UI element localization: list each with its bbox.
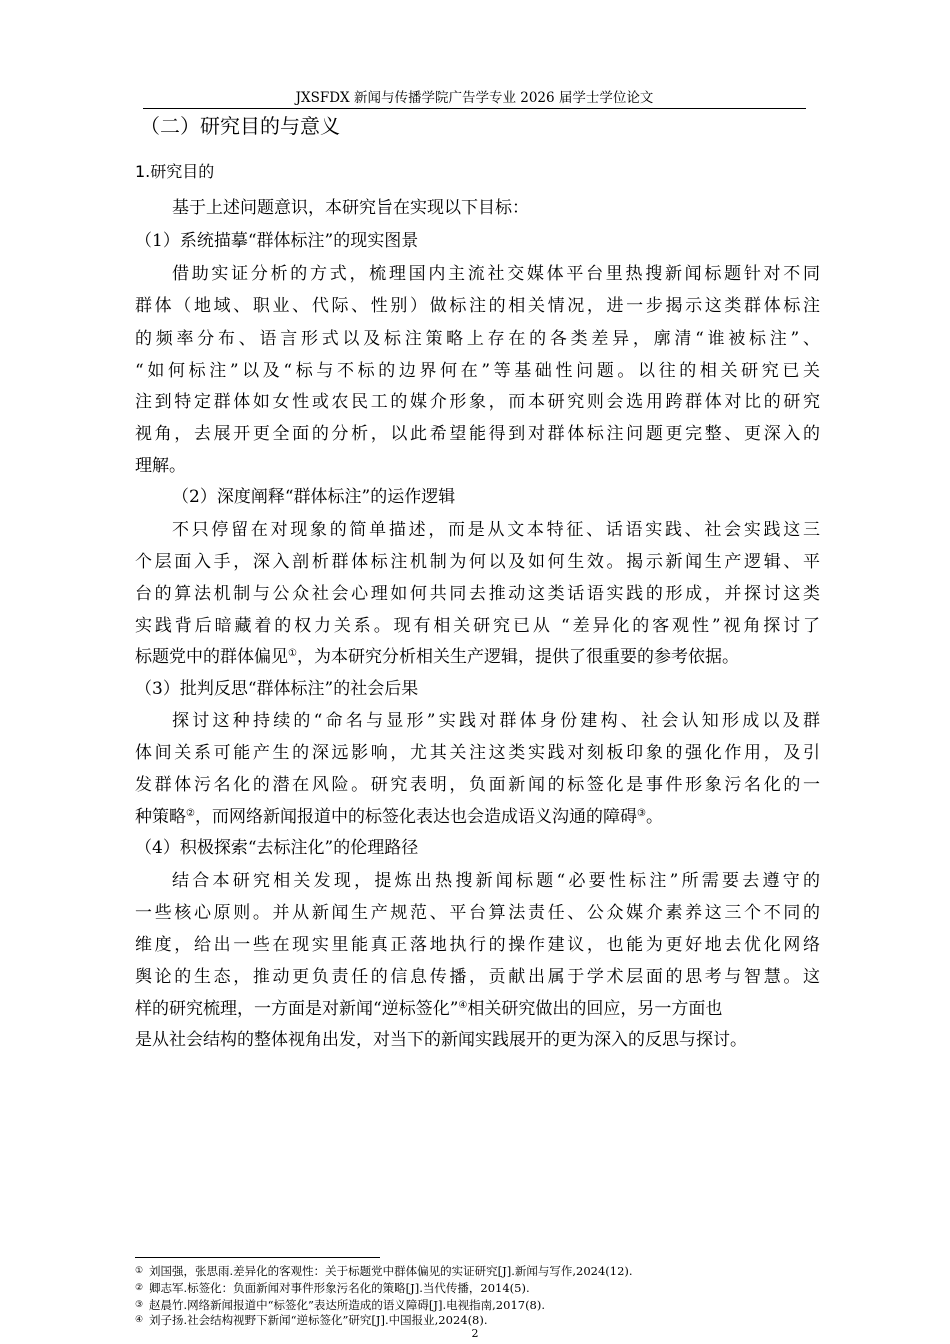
section-title: （二）研究目的与意义 — [140, 114, 340, 138]
paragraph-line: 不只停留在对现象的简单描述，而是从文本特征、话语实践、社会实践这三 — [172, 520, 820, 540]
paragraph-line: 结合本研究相关发现，提炼出热搜新闻标题“必要性标注”所需要去遵守的 — [172, 871, 820, 891]
goal-2-heading: （2）深度阐释“群体标注”的运作逻辑 — [172, 487, 456, 507]
paragraph-line: 的频率分布、语言形式以及标注策略上存在的各类差异，廓清“谁被标注”、 — [135, 329, 820, 349]
footnote-text: 刘子扬.社会结构视野下新闻“逆标签化”研究[J].中国报业,2024(8). — [149, 1313, 488, 1327]
footnote-mark: ② — [135, 1283, 144, 1293]
footnote-text: 赵晨竹.网络新闻报道中“标签化”表达所造成的语义障碍[J].电视指南,2017(8). — [149, 1298, 546, 1312]
footnote-1 — [135, 1264, 633, 1278]
footnote-mark: ④ — [135, 1315, 144, 1325]
paragraph-line — [135, 805, 663, 829]
paragraph-line: “如何标注”以及“标与不标的边界何在”等基础性问题。以往的相关研究已关 — [135, 361, 820, 381]
footnote-3 — [135, 1298, 545, 1312]
paragraph-line: 视角，去展开更全面的分析，以此希望能得到对群体标注问题更完整、更深入的 — [135, 424, 820, 444]
goal-3-heading: （3）批判反思“群体标注”的社会后果 — [135, 679, 419, 699]
paragraph-line: 是从社会结构的整体视角出发，对当下的新闻实践展开的更为深入的反思与探讨。 — [135, 1030, 747, 1050]
text-run: 样的研究梳理，一方面是对新闻“逆标签化” — [135, 999, 459, 1019]
footnote-ref-2[interactable]: ② — [186, 808, 195, 819]
paragraph-line: 维度，给出一些在现实里能真正落地执行的操作建议，也能为更好地去优化网络 — [135, 935, 820, 955]
page-number: 2 — [471, 1327, 479, 1340]
paragraph-line: 群体（地域、职业、代际、性别）做标注的相关情况，进一步揭示这类群体标注 — [135, 296, 820, 316]
paragraph-line — [135, 645, 739, 669]
footnote-mark: ③ — [135, 1300, 144, 1310]
paragraph-line: 注到特定群体如女性或农民工的媒介形象，而本研究则会选用跨群体对比的研究 — [135, 392, 820, 412]
paragraph-line — [135, 997, 722, 1021]
text-run: 。 — [645, 807, 663, 827]
paragraph-line: 理解。 — [135, 456, 186, 476]
subsection-title: 1.研究目的 — [135, 162, 215, 181]
goal-1-heading: （1）系统描摹“群体标注”的现实图景 — [135, 231, 419, 251]
intro-paragraph: 基于上述问题意识，本研究旨在实现以下目标： — [172, 198, 529, 218]
header-divider — [143, 108, 806, 109]
text-run: 相关研究做出的回应，另一方面也 — [467, 999, 723, 1019]
paragraph-line: 发群体污名化的潜在风险。研究表明，负面新闻的标签化是事件形象污名化的一 — [135, 775, 820, 795]
text-run: ，而网络新闻报道中的标签化表达也会造成语义沟通的障碍 — [194, 807, 637, 827]
paragraph-line: 个层面入手，深入剖析群体标注机制为何以及如何生效。揭示新闻生产逻辑、平 — [135, 552, 820, 572]
footnote-ref-3[interactable]: ③ — [636, 808, 646, 819]
paragraph-line: 实践背后暗藏着的权力关系。现有相关研究已从 “差异化的客观性”视角探讨了 — [135, 616, 820, 636]
paragraph-line: 借助实证分析的方式，梳理国内主流社交媒体平台里热搜新闻标题针对不同 — [172, 264, 820, 284]
paragraph-line: 台的算法机制与公众社会心理如何共同去推动这类话语实践的形成，并探讨这类 — [135, 584, 820, 604]
paragraph-line: 舆论的生态，推动更负责任的信息传播，贡献出属于学术层面的思考与智慧。这 — [135, 967, 820, 987]
footnote-mark: ① — [135, 1266, 144, 1276]
footnote-ref-4[interactable]: ④ — [458, 1000, 468, 1011]
text-run: ，为本研究分析相关生产逻辑，提供了很重要的参考依据。 — [296, 647, 739, 667]
footnote-2 — [135, 1281, 530, 1295]
footnote-text: 卿志军.标签化：负面新闻对事件形象污名化的策略[J].当代传播，2014(5). — [149, 1281, 530, 1295]
footnote-divider — [135, 1257, 380, 1258]
text-run: 标题党中的群体偏见 — [135, 647, 288, 667]
footnote-text: 刘国强，张思雨.差异化的客观性：关于标题党中群体偏见的实证研究[J].新闻与写作,2024(12). — [149, 1264, 633, 1278]
footnote-4 — [135, 1313, 488, 1327]
paragraph-line: 体间关系可能产生的深远影响，尤其关注这类实践对刻板印象的强化作用，及引 — [135, 743, 820, 763]
paragraph-line: 探讨这种持续的“命名与显形”实践对群体身份建构、社会认知形成以及群 — [172, 711, 820, 731]
footnote-ref-1[interactable]: ① — [288, 648, 297, 659]
paragraph-line: 一些核心原则。并从新闻生产规范、平台算法责任、公众媒介素养这三个不同的 — [135, 903, 820, 923]
running-header: JXSFDX 新闻与传播学院广告学专业 2026 届学士学位论文 — [295, 90, 654, 106]
goal-4-heading: （4）积极探索“去标注化”的伦理路径 — [135, 838, 419, 858]
text-run: 种策略 — [135, 807, 186, 827]
